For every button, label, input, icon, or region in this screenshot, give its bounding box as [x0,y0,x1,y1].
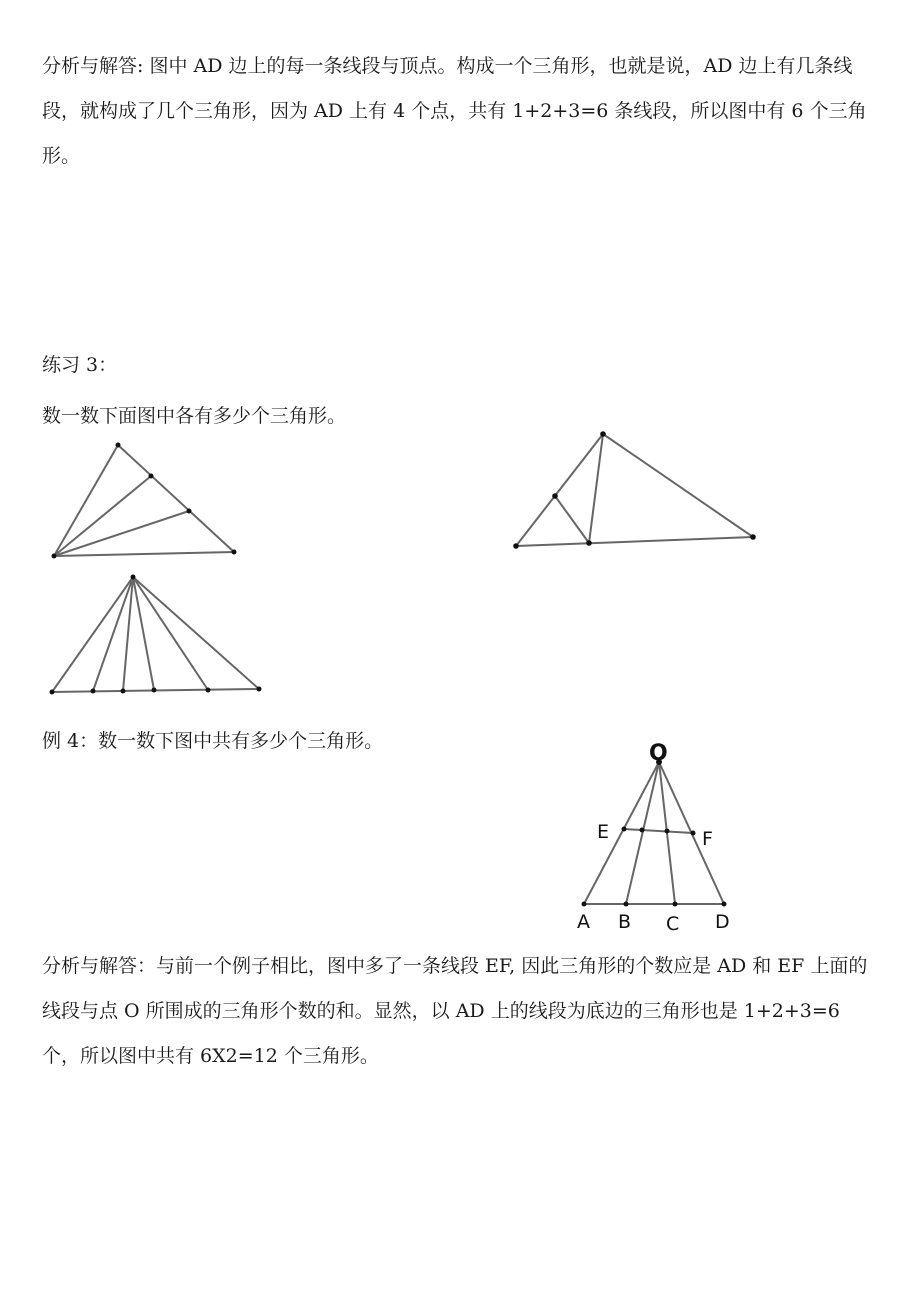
fig4-point [640,828,645,833]
fig4-point [722,902,727,907]
label-d: D [715,911,730,933]
practice-3-prompt: 数一数下面图中各有多少个三角形。 [42,405,347,427]
label-b: B [618,911,632,933]
practice-3-heading: 练习 3： [42,354,118,376]
example-4-prompt: 例 4：数一数下图中共有多少个三角形。 [42,730,384,752]
fig4-segment-ob [626,762,659,904]
fig4-side-oa [584,762,659,904]
label-o: O [649,741,668,766]
fig4-segment-ef [624,829,693,833]
label-c: C [666,913,680,935]
fig4-point [673,902,678,907]
fig4-point [582,902,587,907]
label-f: F [702,828,713,850]
fig4-point [622,827,627,832]
label-e: E [597,821,610,843]
analysis-paragraph-1: 分析与解答: 图中 AD 边上的每一条线段与顶点。构成一个三角形，也就是说，AD 边上有几条线段，就构成了几个三角形，因为 AD 上有 4 个点，共有 1+2+3=6 条线段，所以图中有 6 个三角形。 [42,55,867,167]
label-a: A [577,911,590,933]
fig4-point [691,831,696,836]
fig4-point [624,902,629,907]
fig4-point [665,829,670,834]
analysis-paragraph-2: 分析与解答：与前一个例子相比，图中多了一条线段 EF, 因此三角形的个数应是 AD 和 EF 上面的线段与点 O 所围成的三角形个数的和。显然，以 AD 上的线段为底边的三角形也是 1+2+3=6 个，所以图中共有 6X2=12 个三角形。 [42,955,868,1067]
